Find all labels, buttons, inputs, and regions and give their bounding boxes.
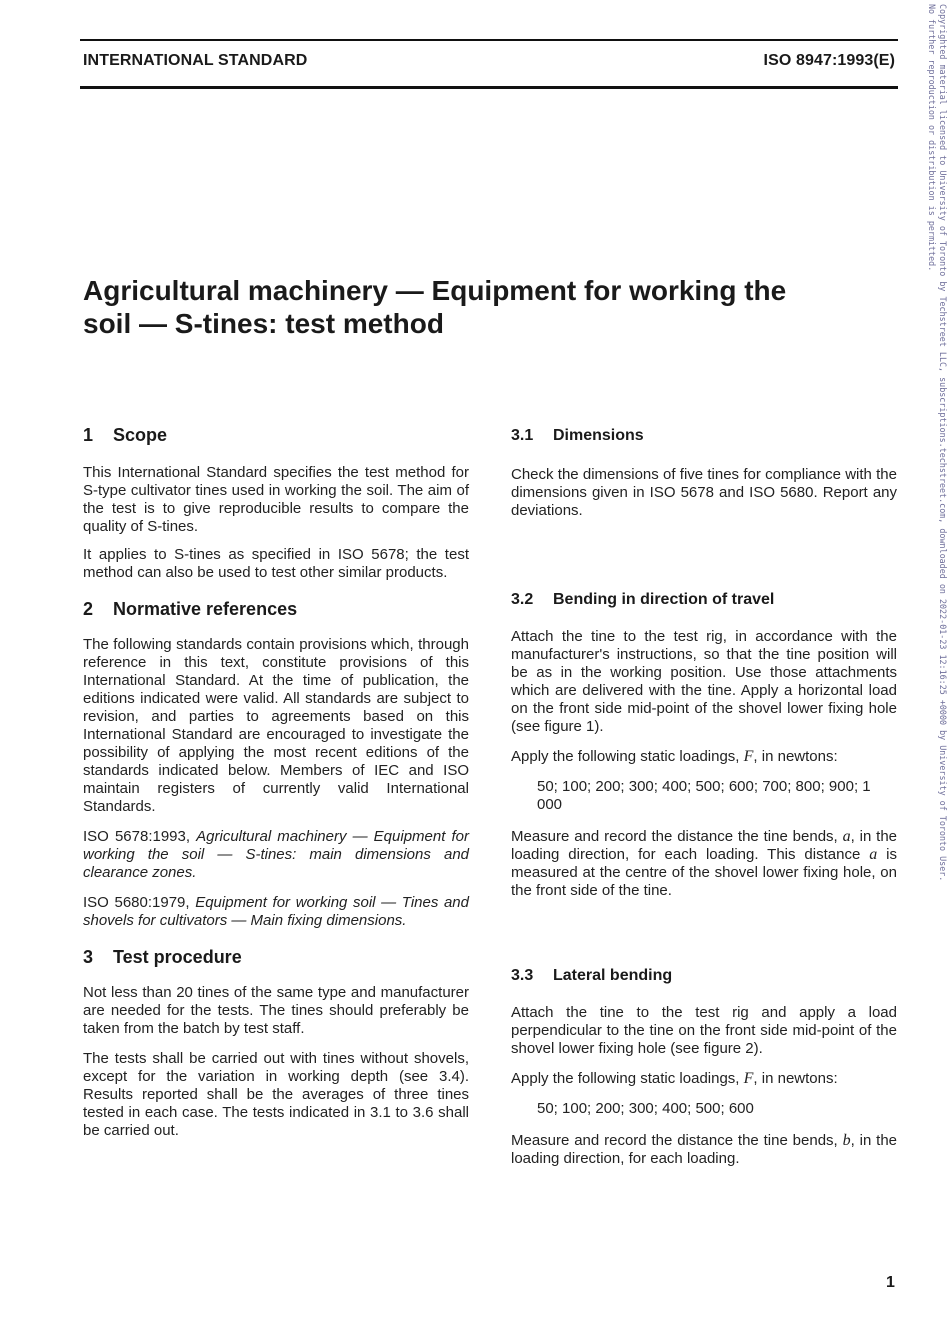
section-heading-normative	[83, 598, 469, 620]
title-line-1: Agricultural machinery — Equipment for working the	[83, 275, 787, 306]
variable-a: a	[869, 846, 878, 863]
section-heading-scope	[83, 424, 469, 446]
variable-b: b	[842, 1132, 851, 1149]
section-heading-lateral	[511, 966, 897, 986]
section-title: Dimensions	[553, 427, 644, 444]
section-number: 1	[83, 425, 94, 445]
header-bottom-rule	[80, 86, 898, 89]
bending-loadings-list: 50; 100; 200; 300; 400; 500; 600; 700; 800; 900; 1 000	[537, 778, 871, 813]
document-title	[83, 274, 883, 340]
section-test-procedure	[83, 946, 469, 1140]
section-number: 3.3	[511, 967, 534, 984]
bending-paragraph-3	[511, 828, 897, 900]
variable-a: a	[842, 828, 851, 845]
section-number: 2	[83, 599, 94, 619]
section-title: Bending in direction of travel	[553, 591, 775, 608]
reference-code: ISO 5680:1979,	[83, 894, 190, 911]
left-column	[83, 424, 469, 1140]
variable-F: F	[743, 748, 754, 765]
procedure-paragraph-2: The tests shall be carried out with tines without shovels, except for the variation in working depth (see 3.4). Results reported shall be the averages of three tines tested in each case. The tests indicated in 3.1 to 3.6 shall be carried out.	[83, 1050, 469, 1139]
normative-paragraph-1: The following standards contain provisions which, through reference in this text, constitute provisions of this International Standard. At the time of publication, the editions indicated were valid. All standards are subject to revision, and parties to agreements based on this International Standard are encouraged to investigate the possibility of applying the most recent editions of the standards indicated below. Members of IEC and ISO maintain registers of currently valid International Standards.	[83, 636, 469, 815]
section-normative-references	[83, 598, 469, 930]
section-heading-dimensions	[511, 426, 897, 446]
reference-code: ISO 5678:1993,	[83, 828, 191, 845]
text-run: Apply the following static loadings,	[511, 748, 740, 765]
scope-paragraph-1: This International Standard specifies the test method for S-type cultivator tines used in working the soil. The aim of the test is to give reproducible results to compare the quality of S-tines.	[83, 464, 469, 535]
text-run: , in the loading direction, for each loading. This distance	[511, 828, 898, 863]
header-standard-label: INTERNATIONAL STANDARD	[83, 52, 308, 69]
normative-reference-iso-5678	[83, 828, 469, 882]
section-title: Test procedure	[113, 947, 242, 967]
reference-title: Equipment for working soil — Tines and shovels for cultivators — Main fixing dimensions.	[83, 894, 469, 929]
variable-F: F	[743, 1070, 754, 1087]
watermark-line-2: No further reproduction or distribution is permitted.	[927, 4, 937, 272]
dimensions-paragraph-1: Check the dimensions of five tines for compliance with the dimensions given in ISO 5678 and ISO 5680. Report any deviations.	[511, 466, 897, 519]
section-bending-direction-of-travel	[511, 590, 897, 900]
lateral-paragraph-2	[511, 1070, 897, 1088]
text-run: , in newtons:	[753, 748, 838, 765]
page-number: 1	[886, 1274, 895, 1291]
section-title: Lateral bending	[553, 967, 673, 984]
bending-paragraph-2	[511, 748, 897, 766]
bending-paragraph-1: Attach the tine to the test rig, in accordance with the manufacturer's instructions, so that the tine position will be as in the working position. Use those attachments which are delivered with the tine. Apply a horizontal load on the front side mid-point of the shovel lower fixing hole (see figure 1).	[511, 628, 897, 735]
lateral-loadings-list: 50; 100; 200; 300; 400; 500; 600	[537, 1100, 754, 1117]
reference-title: Agricultural machinery — Equipment for working the soil — S-tines: main dimensions and clearance zones.	[83, 828, 469, 881]
section-scope	[83, 424, 469, 582]
section-title: Scope	[113, 425, 168, 445]
section-dimensions	[511, 426, 897, 520]
section-title: Normative references	[113, 599, 298, 619]
section-number: 3.1	[511, 427, 534, 444]
section-heading-bending	[511, 590, 897, 610]
section-heading-test-procedure	[83, 946, 469, 968]
lateral-paragraph-1: Attach the tine to the test rig and apply a load perpendicular to the tine on the front side mid-point of the shovel lower fixing hole (see figure 2).	[511, 1004, 897, 1057]
title-line-2: soil — S-tines: test method	[83, 308, 444, 339]
right-column	[511, 426, 897, 1168]
header-top-rule	[80, 39, 898, 41]
text-run: Apply the following static loadings,	[511, 1070, 740, 1087]
header-standard-number: ISO 8947:1993(E)	[763, 52, 895, 69]
section-number: 3	[83, 947, 94, 967]
text-run: , in newtons:	[753, 1070, 838, 1087]
lateral-paragraph-3	[511, 1132, 897, 1168]
text-run: Measure and record the distance the tine bends,	[511, 828, 838, 845]
text-run: is measured at the centre of the shovel lower fixing hole, on the front side of the tine.	[511, 846, 898, 899]
normative-reference-iso-5680	[83, 894, 469, 930]
text-run: Measure and record the distance the tine bends,	[511, 1132, 838, 1149]
section-lateral-bending	[511, 966, 897, 1168]
watermark-line-1: Copyrighted material licensed to University of Toronto by Techstreet LLC, subscriptions.techstreet.com, downloaded on 2022-01-23 12:16:25 +0000 by University of Toronto User.	[938, 4, 948, 882]
section-number: 3.2	[511, 591, 534, 608]
copyright-watermark	[922, 4, 948, 882]
procedure-paragraph-1: Not less than 20 tines of the same type and manufacturer are needed for the tests. The tines should preferably be taken from the batch by test staff.	[83, 984, 469, 1037]
scope-paragraph-2: It applies to S-tines as specified in ISO 5678; the test method can also be used to test other similar products.	[83, 546, 469, 581]
text-run: , in the loading direction, for each loading.	[511, 1132, 898, 1167]
